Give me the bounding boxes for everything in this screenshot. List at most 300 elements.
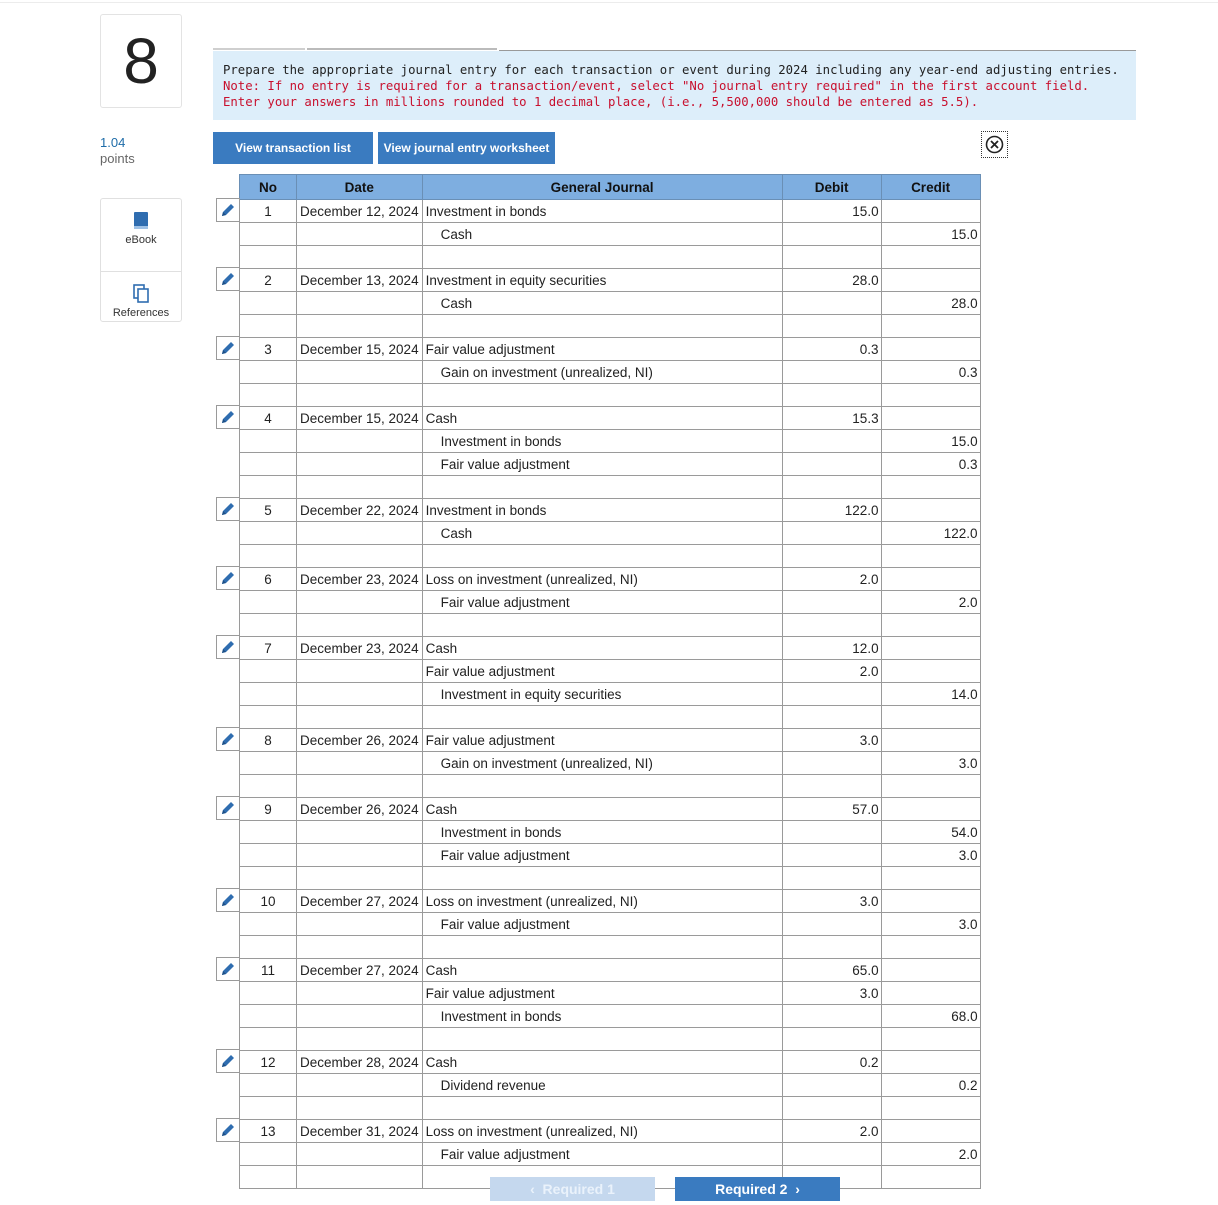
edit-entry-button[interactable] bbox=[216, 267, 240, 291]
entry-date: December 23, 2024 bbox=[297, 568, 423, 591]
entry-date bbox=[297, 775, 423, 798]
edit-entry-button[interactable] bbox=[216, 796, 240, 820]
pencil-icon bbox=[220, 800, 236, 816]
table-row bbox=[240, 1051, 981, 1074]
entry-date: December 26, 2024 bbox=[297, 729, 423, 752]
entry-number bbox=[240, 223, 297, 246]
credit-cell bbox=[881, 982, 980, 1005]
entry-date bbox=[297, 315, 423, 338]
entry-date bbox=[297, 982, 423, 1005]
debit-cell: 0.3 bbox=[782, 338, 881, 361]
entry-date bbox=[297, 683, 423, 706]
edit-entry-button[interactable] bbox=[216, 1049, 240, 1073]
entry-number: 3 bbox=[240, 338, 297, 361]
references-link[interactable] bbox=[101, 271, 181, 332]
header-general-journal: General Journal bbox=[422, 175, 782, 200]
account-cell: Cash bbox=[422, 292, 782, 315]
table-row bbox=[240, 1143, 981, 1166]
debit-cell: 2.0 bbox=[782, 568, 881, 591]
entry-date bbox=[297, 453, 423, 476]
entry-date bbox=[297, 821, 423, 844]
entry-date: December 28, 2024 bbox=[297, 1051, 423, 1074]
points-label: points bbox=[100, 151, 135, 166]
edit-entry-button[interactable] bbox=[216, 566, 240, 590]
pencil-icon bbox=[220, 340, 236, 356]
credit-cell: 3.0 bbox=[881, 913, 980, 936]
debit-cell: 57.0 bbox=[782, 798, 881, 821]
entry-number bbox=[240, 292, 297, 315]
required-2-label: Required 2 bbox=[715, 1181, 788, 1197]
edit-entry-button[interactable] bbox=[216, 405, 240, 429]
entry-number bbox=[240, 591, 297, 614]
debit-cell bbox=[782, 384, 881, 407]
debit-cell bbox=[782, 591, 881, 614]
account-cell: Investment in bonds bbox=[422, 200, 782, 223]
debit-cell: 2.0 bbox=[782, 1120, 881, 1143]
table-row bbox=[240, 752, 981, 775]
account-cell: Fair value adjustment bbox=[422, 729, 782, 752]
credit-cell bbox=[881, 246, 980, 269]
entry-date: December 15, 2024 bbox=[297, 407, 423, 430]
account-cell: Cash bbox=[422, 798, 782, 821]
account-cell bbox=[422, 936, 782, 959]
table-row bbox=[240, 591, 981, 614]
debit-cell bbox=[782, 683, 881, 706]
instructions-text: Prepare the appropriate journal entry for each transaction or event during 2024 including any year-end adjusting entries. bbox=[223, 63, 1119, 77]
debit-cell bbox=[782, 223, 881, 246]
account-cell bbox=[422, 706, 782, 729]
entry-number bbox=[240, 683, 297, 706]
table-header-row bbox=[240, 175, 981, 200]
entry-number bbox=[240, 844, 297, 867]
view-journal-entry-worksheet-button[interactable]: View journal entry worksheet bbox=[378, 132, 555, 164]
account-cell: Fair value adjustment bbox=[422, 844, 782, 867]
table-row bbox=[240, 913, 981, 936]
debit-cell bbox=[782, 844, 881, 867]
entry-number bbox=[240, 545, 297, 568]
entry-date: December 26, 2024 bbox=[297, 798, 423, 821]
entry-number: 12 bbox=[240, 1051, 297, 1074]
credit-cell bbox=[881, 959, 980, 982]
credit-cell: 28.0 bbox=[881, 292, 980, 315]
entry-date: December 12, 2024 bbox=[297, 200, 423, 223]
credit-cell bbox=[881, 729, 980, 752]
debit-cell bbox=[782, 476, 881, 499]
edit-entry-button[interactable] bbox=[216, 727, 240, 751]
account-cell: Cash bbox=[422, 407, 782, 430]
question-number: 8 bbox=[100, 14, 182, 108]
account-cell: Fair value adjustment bbox=[422, 338, 782, 361]
pencil-icon bbox=[220, 1053, 236, 1069]
credit-cell bbox=[881, 407, 980, 430]
entry-date bbox=[297, 246, 423, 269]
entry-number bbox=[240, 1097, 297, 1120]
entry-date bbox=[297, 591, 423, 614]
account-cell: Investment in equity securities bbox=[422, 269, 782, 292]
entry-number: 6 bbox=[240, 568, 297, 591]
pencil-icon bbox=[220, 202, 236, 218]
table-row bbox=[240, 292, 981, 315]
instructions-note: Note: If no entry is required for a transaction/event, select "No journal entry required" in the first account field. Enter your answers in millions rounded to 1 decimal place, (i.e., 5,500,000 should be entered as 5.5). bbox=[223, 79, 1090, 109]
credit-cell bbox=[881, 1120, 980, 1143]
credit-cell bbox=[881, 384, 980, 407]
debit-cell: 122.0 bbox=[782, 499, 881, 522]
entry-date bbox=[297, 844, 423, 867]
pencil-icon bbox=[220, 1122, 236, 1138]
account-cell bbox=[422, 476, 782, 499]
entry-date bbox=[297, 545, 423, 568]
account-cell: Cash bbox=[422, 959, 782, 982]
table-row bbox=[240, 775, 981, 798]
table-row bbox=[240, 1005, 981, 1028]
credit-cell bbox=[881, 315, 980, 338]
entry-number: 13 bbox=[240, 1120, 297, 1143]
table-row bbox=[240, 430, 981, 453]
references-label: References bbox=[112, 307, 170, 319]
debit-cell bbox=[782, 292, 881, 315]
debit-cell bbox=[782, 1074, 881, 1097]
resource-panel bbox=[100, 198, 182, 322]
credit-cell bbox=[881, 499, 980, 522]
entry-number: 9 bbox=[240, 798, 297, 821]
account-cell: Investment in bonds bbox=[422, 430, 782, 453]
account-cell: Cash bbox=[422, 1051, 782, 1074]
credit-cell bbox=[881, 637, 980, 660]
account-cell: Loss on investment (unrealized, NI) bbox=[422, 1120, 782, 1143]
table-row bbox=[240, 223, 981, 246]
table-row bbox=[240, 936, 981, 959]
table-row bbox=[240, 890, 981, 913]
credit-cell: 3.0 bbox=[881, 752, 980, 775]
credit-cell: 2.0 bbox=[881, 591, 980, 614]
credit-cell: 3.0 bbox=[881, 844, 980, 867]
debit-cell bbox=[782, 1028, 881, 1051]
table-row bbox=[240, 821, 981, 844]
entry-date bbox=[297, 660, 423, 683]
pencil-icon bbox=[220, 409, 236, 425]
account-cell: Loss on investment (unrealized, NI) bbox=[422, 890, 782, 913]
debit-cell bbox=[782, 1005, 881, 1028]
credit-cell bbox=[881, 269, 980, 292]
entry-number: 2 bbox=[240, 269, 297, 292]
table-row bbox=[240, 338, 981, 361]
required-2-button[interactable] bbox=[675, 1177, 840, 1201]
account-cell: Cash bbox=[422, 637, 782, 660]
table-row bbox=[240, 1028, 981, 1051]
debit-cell: 12.0 bbox=[782, 637, 881, 660]
table-row bbox=[240, 315, 981, 338]
credit-cell bbox=[881, 476, 980, 499]
account-cell bbox=[422, 545, 782, 568]
debit-cell bbox=[782, 936, 881, 959]
journal-table bbox=[239, 174, 981, 1189]
debit-cell: 15.3 bbox=[782, 407, 881, 430]
credit-cell bbox=[881, 706, 980, 729]
entry-number bbox=[240, 775, 297, 798]
header-credit: Credit bbox=[881, 175, 980, 200]
table-row bbox=[240, 637, 981, 660]
debit-cell bbox=[782, 430, 881, 453]
entry-date: December 13, 2024 bbox=[297, 269, 423, 292]
debit-cell bbox=[782, 545, 881, 568]
entry-number bbox=[240, 1143, 297, 1166]
debit-cell: 28.0 bbox=[782, 269, 881, 292]
required-1-button[interactable] bbox=[490, 1177, 655, 1201]
entry-date bbox=[297, 223, 423, 246]
entry-number bbox=[240, 315, 297, 338]
debit-cell: 2.0 bbox=[782, 660, 881, 683]
entry-date: December 27, 2024 bbox=[297, 959, 423, 982]
credit-cell bbox=[881, 660, 980, 683]
entry-number bbox=[240, 246, 297, 269]
edit-entry-button[interactable] bbox=[216, 635, 240, 659]
account-cell: Gain on investment (unrealized, NI) bbox=[422, 361, 782, 384]
debit-cell bbox=[782, 752, 881, 775]
credit-cell bbox=[881, 568, 980, 591]
credit-cell: 0.2 bbox=[881, 1074, 980, 1097]
entry-date bbox=[297, 614, 423, 637]
tab-indicator-2 bbox=[307, 48, 497, 50]
entry-number bbox=[240, 867, 297, 890]
entry-date bbox=[297, 430, 423, 453]
entry-number bbox=[240, 522, 297, 545]
pencil-icon bbox=[220, 731, 236, 747]
entry-number: 5 bbox=[240, 499, 297, 522]
header-debit: Debit bbox=[782, 175, 881, 200]
account-cell: Investment in bonds bbox=[422, 499, 782, 522]
account-cell: Fair value adjustment bbox=[422, 913, 782, 936]
entry-date: December 31, 2024 bbox=[297, 1120, 423, 1143]
credit-cell: 14.0 bbox=[881, 683, 980, 706]
table-row bbox=[240, 568, 981, 591]
credit-cell bbox=[881, 890, 980, 913]
credit-cell bbox=[881, 614, 980, 637]
credit-cell bbox=[881, 545, 980, 568]
entry-date bbox=[297, 1074, 423, 1097]
account-cell: Cash bbox=[422, 522, 782, 545]
debit-cell bbox=[782, 1143, 881, 1166]
credit-cell bbox=[881, 1166, 980, 1189]
debit-cell: 0.2 bbox=[782, 1051, 881, 1074]
entry-number bbox=[240, 821, 297, 844]
entry-date bbox=[297, 706, 423, 729]
edit-entry-button[interactable] bbox=[216, 497, 240, 521]
account-cell bbox=[422, 614, 782, 637]
entry-date bbox=[297, 936, 423, 959]
account-cell: Gain on investment (unrealized, NI) bbox=[422, 752, 782, 775]
account-cell bbox=[422, 1028, 782, 1051]
entry-date: December 22, 2024 bbox=[297, 499, 423, 522]
entry-date bbox=[297, 752, 423, 775]
credit-cell: 68.0 bbox=[881, 1005, 980, 1028]
header-no: No bbox=[240, 175, 297, 200]
entry-number bbox=[240, 660, 297, 683]
points-value: 1.04 bbox=[100, 135, 126, 150]
view-transaction-list-button[interactable]: View transaction list bbox=[213, 132, 373, 164]
table-row bbox=[240, 1120, 981, 1143]
entry-number bbox=[240, 614, 297, 637]
credit-cell bbox=[881, 775, 980, 798]
table-row bbox=[240, 844, 981, 867]
instructions-box bbox=[213, 51, 1136, 120]
credit-cell bbox=[881, 1028, 980, 1051]
table-row bbox=[240, 246, 981, 269]
debit-cell bbox=[782, 522, 881, 545]
pencil-icon bbox=[220, 570, 236, 586]
pencil-icon bbox=[220, 639, 236, 655]
debit-cell bbox=[782, 867, 881, 890]
credit-cell: 0.3 bbox=[881, 361, 980, 384]
account-cell: Cash bbox=[422, 223, 782, 246]
entry-number bbox=[240, 476, 297, 499]
entry-date bbox=[297, 1028, 423, 1051]
entry-date: December 23, 2024 bbox=[297, 637, 423, 660]
entry-number bbox=[240, 453, 297, 476]
edit-entry-button[interactable] bbox=[216, 957, 240, 981]
table-row bbox=[240, 683, 981, 706]
debit-cell bbox=[782, 775, 881, 798]
edit-entry-button[interactable] bbox=[216, 336, 240, 360]
account-cell: Fair value adjustment bbox=[422, 982, 782, 1005]
debit-cell bbox=[782, 246, 881, 269]
entry-date bbox=[297, 1143, 423, 1166]
debit-cell bbox=[782, 913, 881, 936]
credit-cell: 15.0 bbox=[881, 430, 980, 453]
debit-cell bbox=[782, 706, 881, 729]
table-row bbox=[240, 476, 981, 499]
account-cell: Fair value adjustment bbox=[422, 1143, 782, 1166]
debit-cell: 3.0 bbox=[782, 729, 881, 752]
table-row bbox=[240, 1074, 981, 1097]
credit-cell bbox=[881, 798, 980, 821]
entry-date bbox=[297, 913, 423, 936]
table-row bbox=[240, 269, 981, 292]
account-cell: Investment in bonds bbox=[422, 1005, 782, 1028]
table-row bbox=[240, 729, 981, 752]
entry-date bbox=[297, 292, 423, 315]
entry-date bbox=[297, 361, 423, 384]
table-row bbox=[240, 798, 981, 821]
entry-date bbox=[297, 476, 423, 499]
debit-cell bbox=[782, 614, 881, 637]
entry-date: December 27, 2024 bbox=[297, 890, 423, 913]
entry-number bbox=[240, 361, 297, 384]
table-row bbox=[240, 1097, 981, 1120]
ebook-label: eBook bbox=[125, 234, 157, 246]
account-cell bbox=[422, 775, 782, 798]
table-row bbox=[240, 384, 981, 407]
credit-cell bbox=[881, 867, 980, 890]
debit-cell bbox=[782, 821, 881, 844]
entry-number: 4 bbox=[240, 407, 297, 430]
book-icon bbox=[132, 211, 150, 231]
debit-cell bbox=[782, 361, 881, 384]
account-cell: Investment in bonds bbox=[422, 821, 782, 844]
account-cell: Loss on investment (unrealized, NI) bbox=[422, 568, 782, 591]
account-cell bbox=[422, 315, 782, 338]
credit-cell: 15.0 bbox=[881, 223, 980, 246]
credit-cell: 0.3 bbox=[881, 453, 980, 476]
debit-cell bbox=[782, 453, 881, 476]
entry-number bbox=[240, 1166, 297, 1189]
debit-cell: 15.0 bbox=[782, 200, 881, 223]
table-row bbox=[240, 545, 981, 568]
table-row bbox=[240, 614, 981, 637]
entry-number bbox=[240, 752, 297, 775]
credit-cell bbox=[881, 1097, 980, 1120]
pencil-icon bbox=[220, 892, 236, 908]
chevron-right-icon: › bbox=[795, 1181, 800, 1197]
table-row bbox=[240, 200, 981, 223]
points-display bbox=[100, 135, 135, 167]
account-cell bbox=[422, 867, 782, 890]
credit-cell bbox=[881, 936, 980, 959]
table-row bbox=[240, 982, 981, 1005]
account-cell: Fair value adjustment bbox=[422, 591, 782, 614]
entry-number bbox=[240, 913, 297, 936]
chevron-left-icon: ‹ bbox=[530, 1181, 535, 1197]
ebook-link[interactable] bbox=[101, 211, 181, 271]
debit-cell bbox=[782, 1097, 881, 1120]
table-row bbox=[240, 959, 981, 982]
entry-number bbox=[240, 1074, 297, 1097]
required-1-label: Required 1 bbox=[542, 1181, 615, 1197]
entry-date bbox=[297, 1005, 423, 1028]
entry-number bbox=[240, 430, 297, 453]
table-row bbox=[240, 706, 981, 729]
tab-indicator-1 bbox=[213, 48, 305, 50]
credit-cell bbox=[881, 338, 980, 361]
account-cell bbox=[422, 1097, 782, 1120]
table-row bbox=[240, 361, 981, 384]
entry-date bbox=[297, 1097, 423, 1120]
entry-date: December 15, 2024 bbox=[297, 338, 423, 361]
credit-cell: 122.0 bbox=[881, 522, 980, 545]
entry-number: 10 bbox=[240, 890, 297, 913]
close-icon bbox=[985, 135, 1004, 154]
entry-number bbox=[240, 384, 297, 407]
edit-entry-button[interactable] bbox=[216, 888, 240, 912]
table-row bbox=[240, 660, 981, 683]
entry-number bbox=[240, 982, 297, 1005]
table-row bbox=[240, 867, 981, 890]
header-date: Date bbox=[297, 175, 423, 200]
entry-date bbox=[297, 867, 423, 890]
entry-number bbox=[240, 1028, 297, 1051]
table-row bbox=[240, 453, 981, 476]
credit-cell: 2.0 bbox=[881, 1143, 980, 1166]
edit-entry-button[interactable] bbox=[216, 1118, 240, 1142]
entry-date bbox=[297, 384, 423, 407]
debit-cell: 3.0 bbox=[782, 982, 881, 1005]
pencil-icon bbox=[220, 271, 236, 287]
credit-cell bbox=[881, 200, 980, 223]
entry-number bbox=[240, 706, 297, 729]
copy-icon bbox=[132, 284, 150, 304]
account-cell: Fair value adjustment bbox=[422, 453, 782, 476]
account-cell bbox=[422, 384, 782, 407]
account-cell bbox=[422, 246, 782, 269]
edit-entry-button[interactable] bbox=[216, 198, 240, 222]
credit-cell: 54.0 bbox=[881, 821, 980, 844]
entry-number: 1 bbox=[240, 200, 297, 223]
pencil-icon bbox=[220, 961, 236, 977]
credit-cell bbox=[881, 1051, 980, 1074]
debit-cell bbox=[782, 315, 881, 338]
entry-date bbox=[297, 522, 423, 545]
close-button[interactable] bbox=[981, 131, 1008, 158]
table-row bbox=[240, 499, 981, 522]
